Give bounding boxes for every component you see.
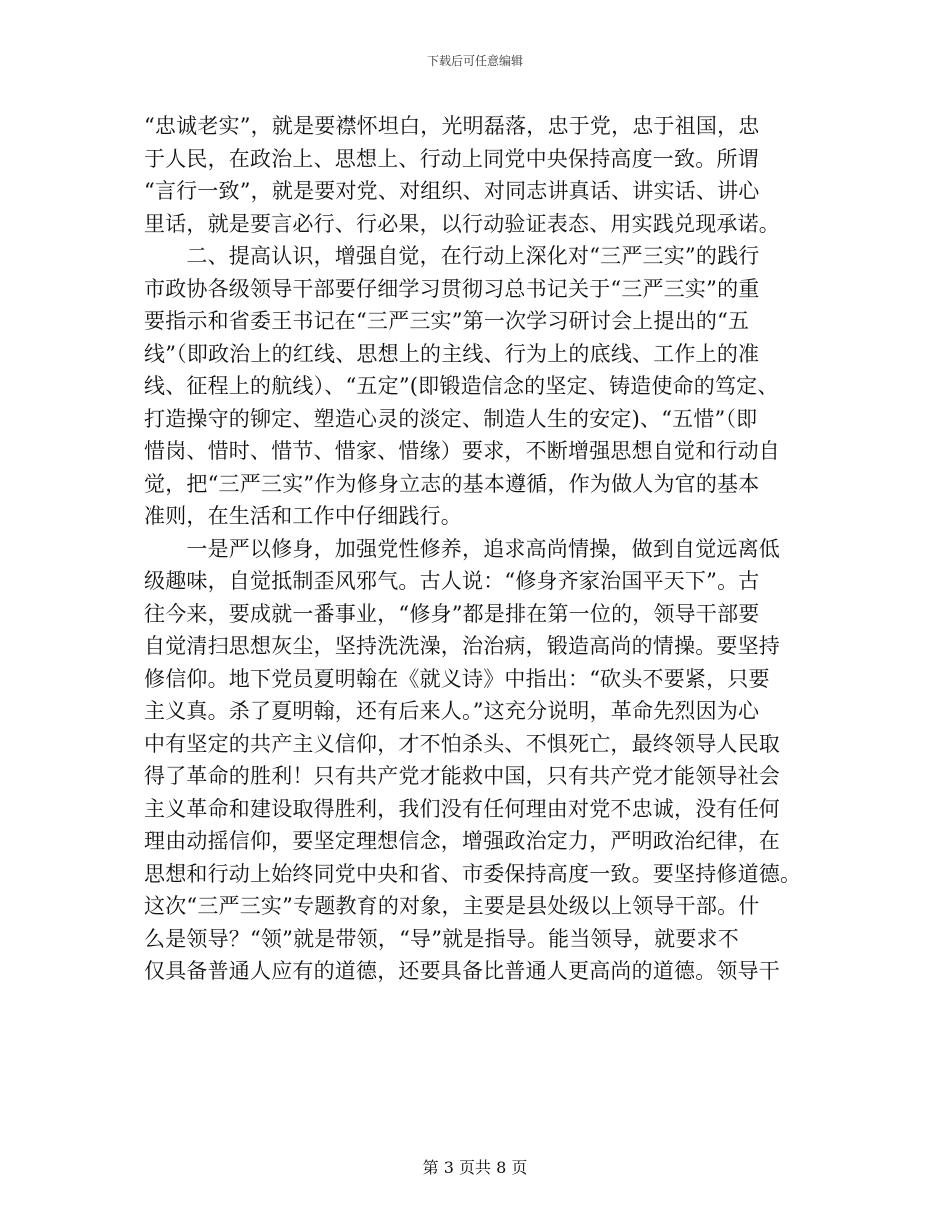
text-line: 思想和行动上始终同党中央和省、市委保持高度一致。要坚持修道德。	[144, 861, 802, 886]
text-line: 于人民，在政治上、思想上、行动上同党中央保持高度一致。所谓	[144, 146, 759, 171]
text-line: 线”（即政治上的红线、思想上的主线、行为上的底线、工作上的准	[144, 341, 760, 366]
text-line: 仅具备普通人应有的道德，还要具备比普通人更高尚的道德。领导干	[144, 959, 780, 983]
page-header-note: 下载后可任意编辑	[426, 54, 523, 68]
text-line: 么是领导？“领”就是带领，“导”就是指导。能当领导，就要求不	[144, 926, 739, 951]
document-body	[144, 110, 824, 988]
text-line: 市政协各级领导干部要仔细学习贯彻习总书记关于“三严三实”的重	[144, 276, 760, 301]
text-line: 理由动摇信仰，要坚定理想信念，增强政治定力，严明政治纪律，在	[144, 829, 780, 853]
text-line: 往今来，要成就一番事业，“修身”都是排在第一位的，领导干部要	[144, 601, 760, 626]
text-line: 线、征程上的航线）、“五定”(即锻造信念的坚定、铸造使命的笃定、	[144, 374, 779, 398]
text-line: “忠诚老实”，就是要襟怀坦白，光明磊落，忠于党，忠于祖国，忠	[144, 114, 760, 138]
page-number-footer: 第 3 页共 8 页	[422, 1158, 528, 1177]
text-line: 修信仰。地下党员夏明翰在《就义诗》中指出：“砍头不要紧，只要	[144, 666, 770, 691]
text-line: 觉，把“三严三实”作为修身立志的基本遵循，作为做人为官的基本	[144, 471, 760, 496]
section-heading-line: 二、提高认识，增强自觉，在行动上深化对“三严三实”的践行	[144, 244, 760, 268]
text-line: 主义革命和建设取得胜利，我们没有任何理由对党不忠诚，没有任何	[144, 796, 780, 821]
text-line: 中有坚定的共产主义信仰，才不怕杀头、不惧死亡，最终领导人民取	[144, 731, 780, 756]
text-line: 打造操守的铆定、塑造心灵的淡定、制造人生的安定)、“五惜”（即	[144, 406, 758, 431]
text-line: 要指示和省委王书记在“三严三实”第一次学习研讨会上提出的“五	[144, 309, 750, 333]
text-line: 级趣味，自觉抵制歪风邪气。古人说：“修身齐家治国平天下”。古	[144, 569, 760, 593]
text-line: 惜岗、惜时、惜节、惜家、惜缘）要求，不断增强思想自觉和行动自	[144, 439, 780, 463]
text-line: 这次“三严三实”专题教育的对象，主要是县处级以上领导干部。什	[144, 894, 760, 918]
text-line: 自觉清扫思想灰尘，坚持洗洗澡，治治病，锻造高尚的情操。要坚持	[144, 634, 780, 658]
paragraph-start-line: 一是严以修身，加强党性修养，追求高尚情操，做到自觉远离低	[144, 536, 780, 561]
text-line: 得了革命的胜利！只有共产党才能救中国，只有共产党才能领导社会	[144, 764, 780, 788]
text-line: 准则，在生活和工作中仔细践行。	[144, 504, 462, 528]
text-line: “言行一致”，就是要对党、对组织、对同志讲真话、讲实话、讲心	[144, 179, 760, 203]
text-line: 里话，就是要言必行、行必果，以行动验证表态、用实践兑现承诺。	[144, 211, 780, 236]
text-line: 主义真。杀了夏明翰，还有后来人。”这充分说明，革命先烈因为心	[144, 699, 760, 723]
